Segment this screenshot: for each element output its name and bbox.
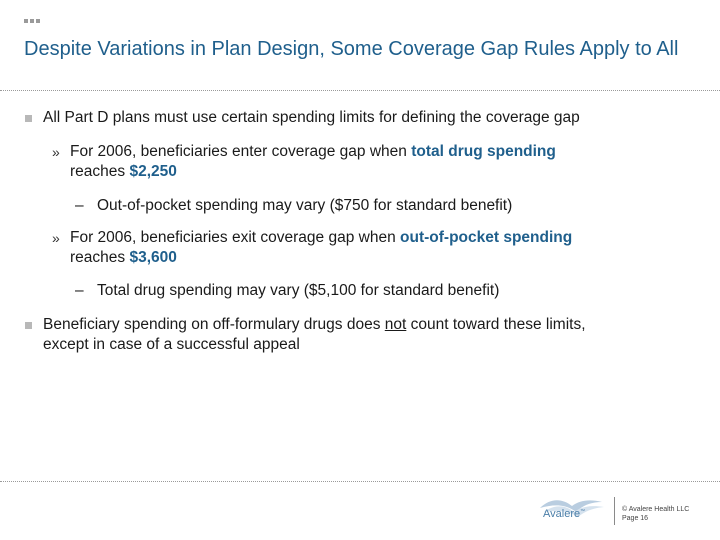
square-bullet-icon <box>25 322 32 329</box>
underlined-text: not <box>384 316 407 333</box>
deco-square <box>36 19 40 23</box>
decorative-squares <box>24 19 40 23</box>
highlight-text: out-of-pocket spending <box>400 229 573 246</box>
bullet-text: For 2006, beneficiaries enter coverage gap when <box>70 143 412 160</box>
bullet-text: except in case of a successful appeal <box>43 336 300 353</box>
bullet-level1 <box>43 108 703 128</box>
deco-square <box>24 19 28 23</box>
highlight-amount: $2,250 <box>129 163 177 180</box>
bullet-level3 <box>75 281 707 301</box>
logo-wordmark <box>543 508 585 520</box>
bullet-text: Out-of-pocket spending may vary ($750 for standard benefit) <box>97 197 513 214</box>
highlight-amount: $3,600 <box>129 249 177 266</box>
dash-bullet-icon: – <box>75 197 84 214</box>
bullet-level2 <box>52 228 710 268</box>
title-divider <box>0 90 720 91</box>
bullet-text: Total drug spending may vary ($5,100 for standard benefit) <box>97 282 500 299</box>
page-number: Page 16 <box>622 515 649 522</box>
bullet-text: For 2006, beneficiaries exit coverage gap when <box>70 229 401 246</box>
highlight-text: total drug spending <box>411 143 556 160</box>
logo-text: Avalere <box>543 508 581 520</box>
footer-info <box>622 505 689 523</box>
square-bullet-icon <box>25 115 32 122</box>
footer-separator <box>614 497 615 525</box>
dash-bullet-icon: – <box>75 282 84 299</box>
bullet-level1 <box>43 315 713 355</box>
slide-title: Despite Variations in Plan Design, Some Coverage Gap Rules Apply to All <box>24 38 679 60</box>
bullet-level3 <box>75 196 707 216</box>
bullet-level2 <box>52 142 710 182</box>
bullet-text: reaches <box>70 163 130 180</box>
deco-square <box>30 19 34 23</box>
copyright-text: © Avalere Health LLC <box>622 506 690 513</box>
bullet-text: reaches <box>70 249 130 266</box>
trademark-mark: ™ <box>580 508 586 515</box>
chevron-bullet-icon: » <box>52 230 60 246</box>
chevron-bullet-icon: » <box>52 144 60 160</box>
footer-divider <box>0 481 720 482</box>
bullet-text: All Part D plans must use certain spending limits for defining the coverage gap <box>43 109 580 126</box>
bullet-text: Beneficiary spending on off-formulary drugs does <box>43 316 385 333</box>
bullet-text: count toward these limits, <box>406 316 586 333</box>
